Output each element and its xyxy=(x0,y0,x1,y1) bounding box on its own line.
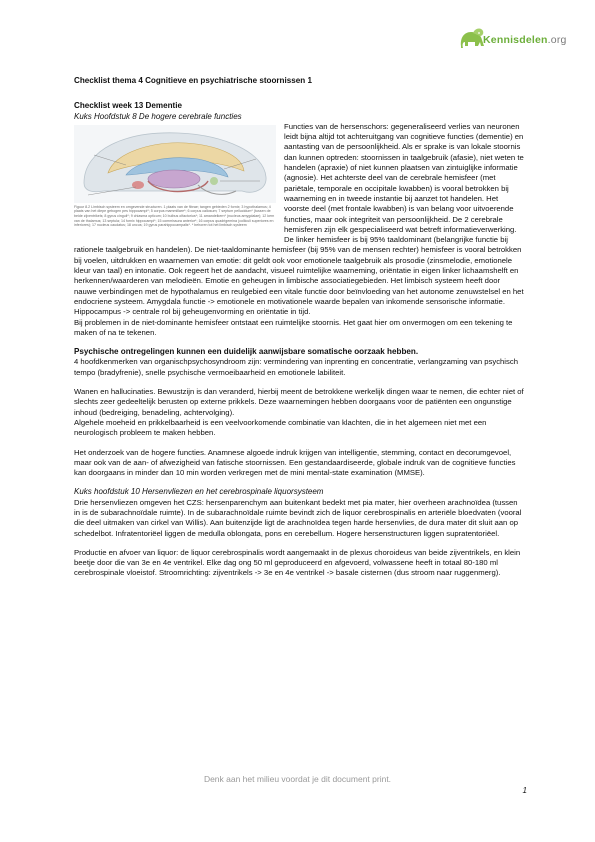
brain-illustration xyxy=(74,125,276,203)
logo-name-main: ennisdelen xyxy=(490,34,548,46)
chapter-heading-8: Kuks Hoofdstuk 8 De hogere cerebrale functies xyxy=(74,111,242,121)
logo-name-prefix: K xyxy=(483,34,491,46)
chapter-heading-10: Kuks hoofdstuk 10 Hersenvliezen en het cerebrospinale liquorsysteem xyxy=(74,487,324,497)
paragraph-cerebral-functions: Functies van de hersenschors: gegeneraliseerd verlies van neuronen leidt bijna altijd tot achteruitgang van cognitieve functies (dementie) en aantasting van de persoonlijkheid. Als er sprake is van lokale stoornis dan kunnen optreden: stoornissen in taalgebruik (afasie), niet weten te handelen (apraxie) of niet kunnen plaatsen van zintuiglijke informatie (agnosie). Het achterste deel van de cerebrale hemisfeer (met pariëtale, temporale en occipitale kwabben) is vooral betrokken bij waarneming en in tweede instantie bij aanzet tot handelen. Het voorste deel (met frontale kwabben) is van belang voor uitvoerende functies, maar ook integriteit van persoonlijkheid. De 2 cerebrale hemisferen zijn elk gespecialiseerd wat betreft informatieverwerking. De linker hemisfeer is bij 95% taaldominant (belangrijke functie bij rationele taalgebruik en handelen). De niet-taaldominante hemisfeer (bij 95% van de mensen rechter) hemisfeer is vooral betrokken bij voelen, uitdrukken en waarnemen van emotie: dit geldt ook voor emotionele taalgebruik als prosodie (zinsmelodie, emotionele kleur van taal) en intonatie. Ook regeert het de aandacht, visueel ruimtelijke waarneming, oriëntatie in eigen linker lichaamshelft en herkennen/waarderen van melodieën. Emotie en geheugen in limbische associatiegebieden. Het limbisch systeem heeft door nauwe verbindingen met de hypothalamus en reulgebied een vitale functie door beïnvloeding van het autonome zenuwstelsel en het endocriene systeem. Amygdala functie -> emotionele en motivationele waarde bepalen van inkomende sensorische informatie. Hippocampus -> centrale rol bij geheugenvorming en oriëntatie in tijd. xyxy=(74,121,524,317)
paragraph-somatic-cause: Psychische ontregelingen kunnen een duidelijk aanwijsbare somatische oorzaak hebben. xyxy=(74,347,419,357)
logo-text xyxy=(483,34,567,46)
page-number: 1 xyxy=(522,786,527,795)
document-title: Checklist thema 4 Cognitieve en psychiatrische stoornissen 1 xyxy=(74,76,312,85)
paragraph-higher-functions-exam: Het onderzoek van de hogere functies. Anamnese algoede indruk krijgen van intelligentie, stemming, contact en decorumgevoel, maar ook van de aan- of afwezigheid van fatische stoornissen. Een gestandaardiseerde, globale indruk van de cognitieve functies kan doorgaans in minder dan 10 min worden verkregen met de mini mental-state examination (MMSE). xyxy=(74,447,516,478)
kennisdelen-logo xyxy=(457,22,575,62)
paragraph-non-dominant-hemisphere: Bij problemen in de niet-dominante hemisfeer ontstaat een ruimtelijke stoornis. Het gaat hier om onvermogen om een tekening te maken of na te tekenen. xyxy=(74,317,513,337)
limbic-system-figure xyxy=(74,125,276,235)
paragraph-liquor: Productie en afvoer van liquor: de liquor cerebrospinalis wordt aangemaakt in de plexus choroideus van beide zijventrikels, en klein beetje door die van 3e en 4e ventrikel. Elke dag ong 50 ml geproduceerd en afgevoerd, volwassene heeft in totaal 80-180 ml cerebrospinale vloeistof. Stroomrichting: zijventrikels -> 3e en 4e ventrikel -> basale cisternen (dus stroom naar ruggenmerg). xyxy=(74,547,521,578)
week-heading: Checklist week 13 Dementie xyxy=(74,101,182,111)
paragraph-meninges: Drie hersenvliezen omgeven het CZS: hersenparenchym aan buitenkant bedekt met pia mater, hier overheen arachnoïdea (tussen in is de subarachnoïdale ruimte). In de subarachnoïdale ruimte bevindt zich de liquor cerebrospinalis en arteriële bloedvaten (vooral die deel uitmaken van cirkel van Willis). Aan buitenzijde ligt de arachnoïdea tegen harde hersenvlies, de dura mater dit sluit aan op schedelbot. Infratentoriëel liggen de medulla oblongata, pons en cerebellum. Hogere hersenstructuren liggen supratentoriëel. xyxy=(74,497,522,538)
footer-note: Denk aan het milieu voordat je dit document print. xyxy=(203,774,392,784)
paragraph-organic-psychosyndrome: 4 hoofdkenmerken van organischpsychosyndroom zijn: vermindering van inprenting en concentratie, verlangzaming van psychisch tempo (bradyfrenie), snelle psychische vermoeibaarheid en emotionele labiliteit. xyxy=(74,357,518,377)
paragraph-fatigue: Algehele moeheid en prikkelbaarheid is een veelvoorkomende combinatie van klachten, die in het algemeen niet met een neurologisch probleem te maken hebben. xyxy=(74,417,487,438)
logo-name-suffix: .org xyxy=(547,34,567,46)
figure-caption: Figuur 8.2 Limbisch systeem en omgevende structuren. 1 plaats van de fibrae; tangen gebieden 2 fornix; 3 hypothalamus; 4 plaats van het diepe gebogen pes hippocampi*; 5 corpus mammillare*; 6 corpus callosum; 7 septum pellucidum* (tussen de beide zijventrikels; 8 gyrus cinguli*; 9 chiasma opticum; 10 bulbus olfactorius*; 11 amandelkern* (nucleus amygdalae); 12 kern van de thalamus; 13 septula; 14 fornix hippocampi*; 15 commissura anterior*; 16 corpus quadrigemina (colliculi superiores en inferiores); 17 nucleus caudatus; 18 uncus; 19 gyrus parahippocampalis*. * behoren tot het limbisch systeem xyxy=(74,204,275,228)
paragraph-delusions: Wanen en hallucinaties. Bewustzijn is dan veranderd, hierbij meent de betrokkene werkelijk dingen waar te nemen, die echter niet of slechts zeer gedeeltelijk berusten op externe prikkels. Deze waarnemingen hebben doorgaans voor de patiënten een ongunstige inhoud (bedreiging, benadeling, achtervolging). xyxy=(74,387,524,417)
document-body xyxy=(74,76,524,579)
